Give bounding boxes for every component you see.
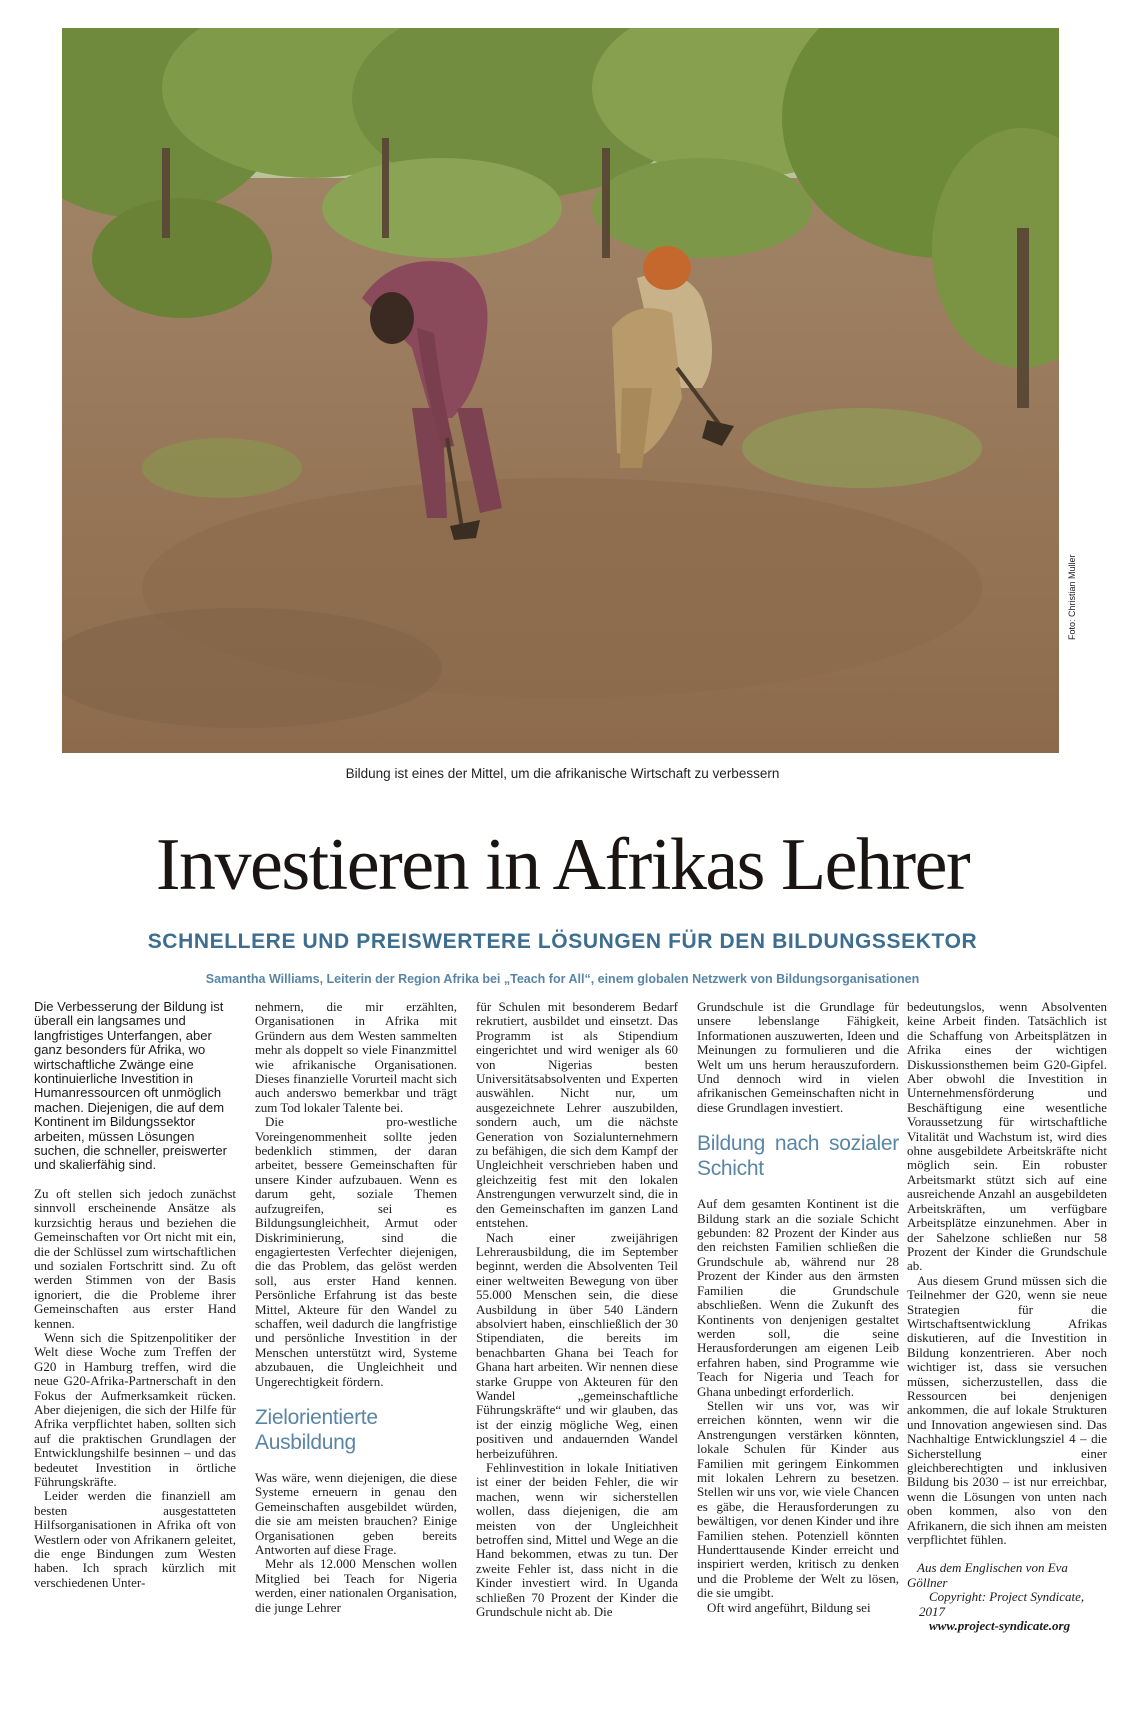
body-paragraph: Was wäre, wenn diejenigen, die diese Systeme erneuern in genau den Gemeinschaften ausgebildet würden, die sie am meisten brauchen? Einige Organisationen geben bereits Antworten auf diese Frage. <box>255 1469 457 1557</box>
body-paragraph: Aus diesem Grund müssen sich die Teilnehmer der G20, wenn sie neue Strategien für die Wirtschaftsentwicklung Afrikas diskutieren, auf die Investition in Bildung konzentrieren. Aber noch wichtiger ist, dass sie versuchen müssen, sicherzustellen, dass die Ressourcen bei denjenigen ankommen, die auf lokale Strukturen und Innovation angewiesen sind. Das Nachhaltige Entwicklungsziel 4 – die Sicherstellung einer gleichberechtigten und inklusiven Bildung bis 2030 – ist nur erreichbar, wenn die Lösungen von unten nach oben kommen, also von den Afrikanern, die sich ihnen am meisten verpflichtet fühlen. <box>907 1272 1107 1548</box>
photo-caption: Bildung ist eines der Mittel, um die afrikanische Wirtschaft zu verbessern <box>345 766 780 781</box>
article-column-4 <box>697 1000 899 1712</box>
article-photo <box>62 28 1059 753</box>
section-heading: Zielorientierte Ausbildung <box>255 1405 378 1454</box>
body-paragraph: Fehlinvestition in lokale Initiativen ist einer der beiden Fehler, die wir machen, wenn wir sicherstellen wollen, dass diejenigen, die am meisten von der Ungleichheit betroffen sind, Mittel und Wege an die Hand bekommen, etwas zu tun. Der zweite Fehler ist, dass nicht in die Kinder investiert wird. In Uganda schließen 70 Prozent der Kinder die Grundschule nicht ab. Die <box>476 1460 678 1620</box>
copyright-note: Copyright: Project Syndicate, 2017 <box>919 1589 1085 1619</box>
body-paragraph: bedeutungslos, wenn Absolventen keine Arbeit finden. Tatsächlich ist die Schaffung von Arbeitsplätzen in Afrika eines der wichtigen Diskussionsthemen beim G20-Gipfel. Aber obwohl die Investition in Unternehmensförderung und Beschäftigung eine wesentliche Voraussetzung für wirtschaftliche Vitalität und Wachstum ist, wird dies ohne ausgebildete Arbeitskräfte nicht möglich sein. Ein robuster Arbeitsmarkt stützt sich auf eine ausreichende Anzahl an ausgebildeten Arbeitskräften, um verfügbare Arbeitsplätze einzunehmen. Aber in der Sahelzone schließen nur 58 Prozent der Kinder die Grundschule ab. <box>907 1000 1107 1274</box>
body-paragraph: nehmern, die mir erzählten, Organisationen in Afrika mit Gründern aus dem Westen sammelten mehr als doppelt so viele Finanzmittel wie afrikanische Organisationen. Dieses finanzielle Vorurteil macht sich auch anderswo bemerkbar und trägt zum Tod lokaler Talente bei. <box>255 1000 457 1115</box>
body-paragraph: Stellen wir uns vor, was wir erreichen könnten, wenn wir die Anstrengungen verstärken könnten, lokale Schulen für Kinder aus Familien mit geringem Einkommen mit lokalen Lehrern zu besetzen. Stellen wir uns vor, wie viele Chancen es gäbe, die Herausforderungen zu bewältigen, vor denen Kinder und ihre Familien stehen. Potenziell könnten Hunderttausende Kinder erreicht und inspiriert werden, kritisch zu denken und die Probleme der Welt zu lösen, die sie umgibt. <box>697 1397 899 1601</box>
article-column-1 <box>34 1000 236 1712</box>
body-paragraph: für Schulen mit besonderem Bedarf rekrutiert, ausbildet und einsetzt. Das Programm ist als Stipendium eingerichtet und wird weniger als 60 von Nigerias besten Universitätsabsolventen und Experten auswählen. Nicht nur, um ausgezeichnete Lehrer auszubilden, sondern auch, um die nächste Generation von Sozialunternehmern zu befähigen, die sich dem Kampf der Ungleichheit verschrieben haben und gleichzeitig fest mit den lokalen Anstrengungen verwurzelt sind, die in den Gemeinschaften im ganzen Land entstehen. <box>476 1000 678 1231</box>
translation-note: Aus dem Englischen von Eva Göllner <box>907 1560 1068 1590</box>
source-url: www.project-syndicate.org <box>929 1618 1071 1634</box>
body-paragraph: Die pro-westliche Voreingenommenheit sollte jeden bedenklich stimmen, der daran arbeitet, bessere Gemeinschaften für unsere Kinder aufzubauen. Wenn es darum geht, soziale Themen aufzugreifen, sei es Bildungsungleichheit, Armut oder Diskriminierung, sind die engagiertesten Verfechter diejenigen, die das Problem, das gelöst werden soll, aus erster Hand kennen. Persönliche Erfahrung ist das beste Mittel, Akteure für den Wandel zu schaffen, weil dadurch die langfristige und persönliche Investition in der Menschen unterstützt wird, Systeme abzubauen, die Ungleichheit und Ungerechtigkeit fördern. <box>255 1114 457 1389</box>
body-paragraph: Grundschule ist die Grundlage für unsere lebenslange Fähigkeit, Informationen auszuwerten, Ideen und Meinungen zu formulieren und die Welt um uns herum herauszufordern. Und dennoch wird in vielen afrikanischen Gemeinschaften nicht in diese Grundlagen investiert. <box>697 1000 899 1115</box>
body-paragraph: Wenn sich die Spitzenpolitiker der Welt diese Woche zum Treffen der G20 in Hamburg treffen, wird die neue G20-Afrika-Partnerschaft in den Fokus der Aufmerksamkeit rücken. Aber diejenigen, die sich der Hilfe für Afrika verpflichtet haben, sollten sich auf die praktischen Grundlagen der Entwicklungshilfe besinnen – und das bedeutet Investition in örtliche Führungskräfte. <box>34 1329 236 1489</box>
lead-paragraph: Die Verbesserung der Bildung ist überall ein langsames und langfristiges Unterfangen, aber ganz besonders für Afrika, wo wirtschaftliche Zwänge eine kontinuierliche Investition in Humanressourcen oft unmöglich machen. Diejenigen, die auf dem Kontinent im Bildungssektor arbeiten, müssen Lösungen suchen, die schneller, preiswerter und skalierfähig sind. <box>34 1000 227 1173</box>
body-paragraph: Auf dem gesamten Kontinent ist die Bildung stark an die soziale Schicht gebunden: 82 Prozent der Kinder aus den reichsten Familien schließen die Grundschule ab, während nur 28 Prozent der Kinder aus den ärmsten Familien die Grundschule abschließen. Wenn die Zukunft des Kontinents von denjenigen gestaltet werden soll, die seine Herausforderungen am eigenen Leib erfahren haben, sind Programme wie Teach for Nigeria und Teach for Ghana unbedingt erforderlich. <box>697 1196 899 1399</box>
body-paragraph: Oft wird angeführt, Bildung sei <box>707 1599 871 1615</box>
body-paragraph: Zu oft stellen sich jedoch zunächst sinnvoll erscheinende Ansätze als kurzsichtig heraus und beziehen die Gemeinschaften vor Ort nicht mit ein, die der Schlüssel zum wirtschaftlichen und sozialen Fortschritt sind. Zu oft werden Stimmen von der Basis ignoriert, die die Probleme ihrer Gemeinschaften aus erster Hand kennen. <box>34 1185 236 1331</box>
body-paragraph: Leider werden die finanziell am besten ausgestatteten Hilfsorganisationen in Afrika oft von Westlern oder von Afrikanern geleitet, die enge Bindungen zum Westen haben. Ich sprach kürzlich mit verschiedenen Unter- <box>34 1488 236 1590</box>
article-byline: Samantha Williams, Leiterin der Region Afrika bei „Teach for All“, einem globalen Netzwerk von Bildungsorganisationen <box>205 972 920 986</box>
article-subhead: SCHNELLERE UND PREISWERTERE LÖSUNGEN FÜR DEN BILDUNGSSEKTOR <box>147 930 978 953</box>
photo-credit: Foto: Christian Muller <box>1067 554 1077 640</box>
body-paragraph: Nach einer zweijährigen Lehrerausbildung, die im September beginnt, werden die Absolventen Teil einer weltweiten Bewegung von über 55.000 Menschen sein, die diese Ausbildung in über 540 Ländern absolviert haben, einschließlich der 30 Stipendiaten, die bereits im benachbarten Ghana bei Teach for Ghana hart arbeiten. Wir nennen diese starke Gruppe von Akteuren für den Wandel „gemeinschaftliche Führungskräfte“ und wir glauben, das ist der einzig mögliche Weg, einen positiven und andauernden Wandel herbeizuführen. <box>476 1229 678 1461</box>
body-paragraph: Mehr als 12.000 Menschen wollen Mitglied bei Teach for Nigeria werden, einer nationalen Organisation, die junge Lehrer <box>255 1556 457 1615</box>
section-heading: Bildung nach sozialer Schicht <box>697 1132 899 1181</box>
farmers-hoeing-photo <box>62 28 1059 753</box>
article-headline: Investieren in Afrikas Lehrer <box>155 824 970 906</box>
article-column-3 <box>476 1000 678 1712</box>
article-column-2 <box>255 1000 457 1712</box>
article-column-5 <box>907 1000 1107 1712</box>
